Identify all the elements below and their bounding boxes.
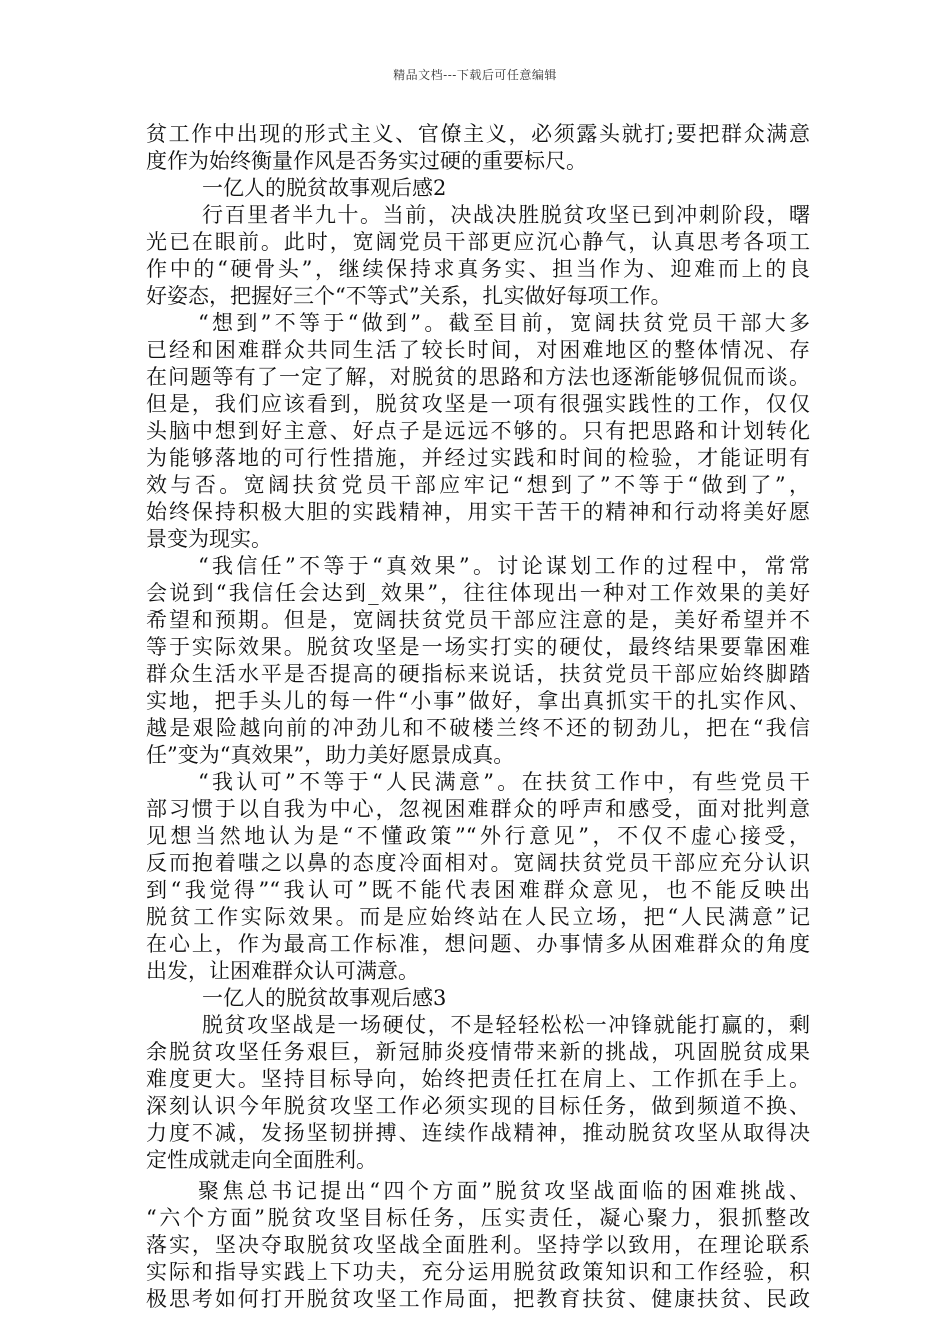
text-line: 景变为现实。 (146, 527, 272, 551)
text-line: “我认可”不等于“人民满意”。在扶贫工作中，有些党员干 (198, 770, 810, 794)
text-line: 光已在眼前。此时，宽阔党员干部更应沉心静气，认真思考各项工 (146, 230, 810, 254)
paragraph (146, 1178, 810, 1313)
text-line: 见想当然地认为是“不懂政策”“外行意见”，不仅不虚心接受， (146, 824, 810, 848)
text-line: 任”变为“真效果”，助力美好愿景成真。 (146, 743, 515, 767)
text-line: 落实，坚决夺取脱贫攻坚战全面胜利。坚持学以致用，在理论联系 (146, 1233, 810, 1257)
page-header: 精品文档---下载后可任意编辑 (393, 68, 557, 82)
text-line: 反而抱着嗤之以鼻的态度冷面相对。宽阔扶贫党员干部应充分认识 (146, 851, 810, 875)
text-line: 实际和指导实践上下功夫，充分运用脱贫政策知识和工作经验，积 (146, 1260, 810, 1284)
text-line: 越是艰险越向前的冲劲儿和不破楼兰终不还的韧劲儿，把在“我信 (146, 716, 810, 740)
text-line: 希望和预期。但是，宽阔扶贫党员干部应注意的是，美好希望并不 (146, 608, 810, 632)
text-line: 已经和困难群众共同生活了较长时间，对困难地区的整体情况、存 (146, 338, 810, 362)
text-line: 始终保持积极大胆的实践精神，用实干苦干的精神和行动将美好愿 (146, 500, 810, 524)
document-body (146, 121, 810, 1313)
paragraph (146, 553, 810, 769)
text-line: 聚焦总书记提出“四个方面”脱贫攻坚战面临的困难挑战、 (198, 1179, 810, 1203)
text-line: 脱贫工作实际效果。而是应始终站在人民立场，把“人民满意”记 (146, 905, 810, 929)
text-line: 为能够落地的可行性措施，并经过实践和时间的检验，才能证明有 (146, 446, 810, 470)
text-line: 效与否。宽阔扶贫党员干部应牢记“想到了”不等于“做到了”， (146, 473, 810, 497)
text-line: 部习惯于以自我为中心，忽视困难群众的呼声和感受，面对批判意 (146, 797, 810, 821)
text-line: 度作为始终衡量作风是否务实过硬的重要标尺。 (146, 149, 587, 173)
text-line: “六个方面”脱贫攻坚目标任务，压实责任，凝心聚力，狠抓整改 (146, 1206, 810, 1230)
paragraph (146, 769, 810, 985)
text-line: 极思考如何打开脱贫攻坚工作局面，把教育扶贫、健康扶贫、民政 (146, 1287, 810, 1311)
text-line: “想到”不等于“做到”。截至目前，宽阔扶贫党员干部大多 (198, 311, 810, 335)
text-line: “我信任”不等于“真效果”。讨论谋划工作的过程中，常常 (198, 554, 810, 578)
text-line: 好姿态，把握好三个“不等式”关系，扎实做好每项工作。 (146, 284, 672, 308)
text-line: 实地，把手头儿的每一件“小事”做好，拿出真抓实干的扎实作风、 (146, 689, 810, 713)
text-line: 作中的“硬骨头”，继续保持求真务实、担当作为、迎难而上的良 (146, 257, 810, 281)
section-title (146, 985, 810, 1012)
text-line: 在问题等有了一定了解，对脱贫的思路和方法也逐渐能够侃侃而谈。 (146, 365, 810, 389)
text-line: 深刻认识今年脱贫攻坚工作必须实现的目标任务，做到频道不换、 (146, 1094, 810, 1118)
text-line: 到“我觉得”“我认可”既不能代表困难群众意见，也不能反映出 (146, 878, 810, 902)
section-title-text: 一亿人的脱贫故事观后感3 (202, 986, 447, 1010)
text-line: 头脑中想到好主意、好点子是远远不够的。只有把思路和计划转化 (146, 419, 810, 443)
text-line: 等于实际效果。脱贫攻坚是一场实打实的硬仗，最终结果要靠困难 (146, 635, 810, 659)
text-line: 脱贫攻坚战是一场硬仗，不是轻轻松松一冲锋就能打赢的，剩 (202, 1013, 810, 1037)
text-line: 定性成就走向全面胜利。 (146, 1148, 377, 1172)
text-line: 但是，我们应该看到，脱贫攻坚是一项有很强实践性的工作，仅仅 (146, 392, 810, 416)
paragraph (146, 121, 810, 175)
text-line: 力度不减，发扬坚韧拼搏、连续作战精神，推动脱贫攻坚从取得决 (146, 1121, 810, 1145)
text-line: 出发，让困难群众认可满意。 (146, 959, 419, 983)
paragraph (146, 1012, 810, 1174)
paragraph (146, 310, 810, 553)
text-line: 贫工作中出现的形式主义、官僚主义，必须露头就打;要把群众满意 (146, 122, 810, 146)
text-line: 会说到“我信任会达到_效果”，往往体现出一种对工作效果的美好 (146, 581, 810, 605)
section-title (146, 175, 810, 202)
text-line: 难度更大。坚持目标导向，始终把责任扛在肩上、工作抓在手上。 (146, 1067, 810, 1091)
text-line: 行百里者半九十。当前，决战决胜脱贫攻坚已到冲刺阶段，曙 (202, 203, 810, 227)
section-title-text: 一亿人的脱贫故事观后感2 (202, 176, 447, 200)
text-line: 余脱贫攻坚任务艰巨，新冠肺炎疫情带来新的挑战，巩固脱贫成果 (146, 1040, 810, 1064)
text-line: 群众生活水平是否提高的硬指标来说话，扶贫党员干部应始终脚踏 (146, 662, 810, 686)
paragraph (146, 202, 810, 310)
text-line: 在心上，作为最高工作标准，想问题、办事情多从困难群众的角度 (146, 932, 810, 956)
